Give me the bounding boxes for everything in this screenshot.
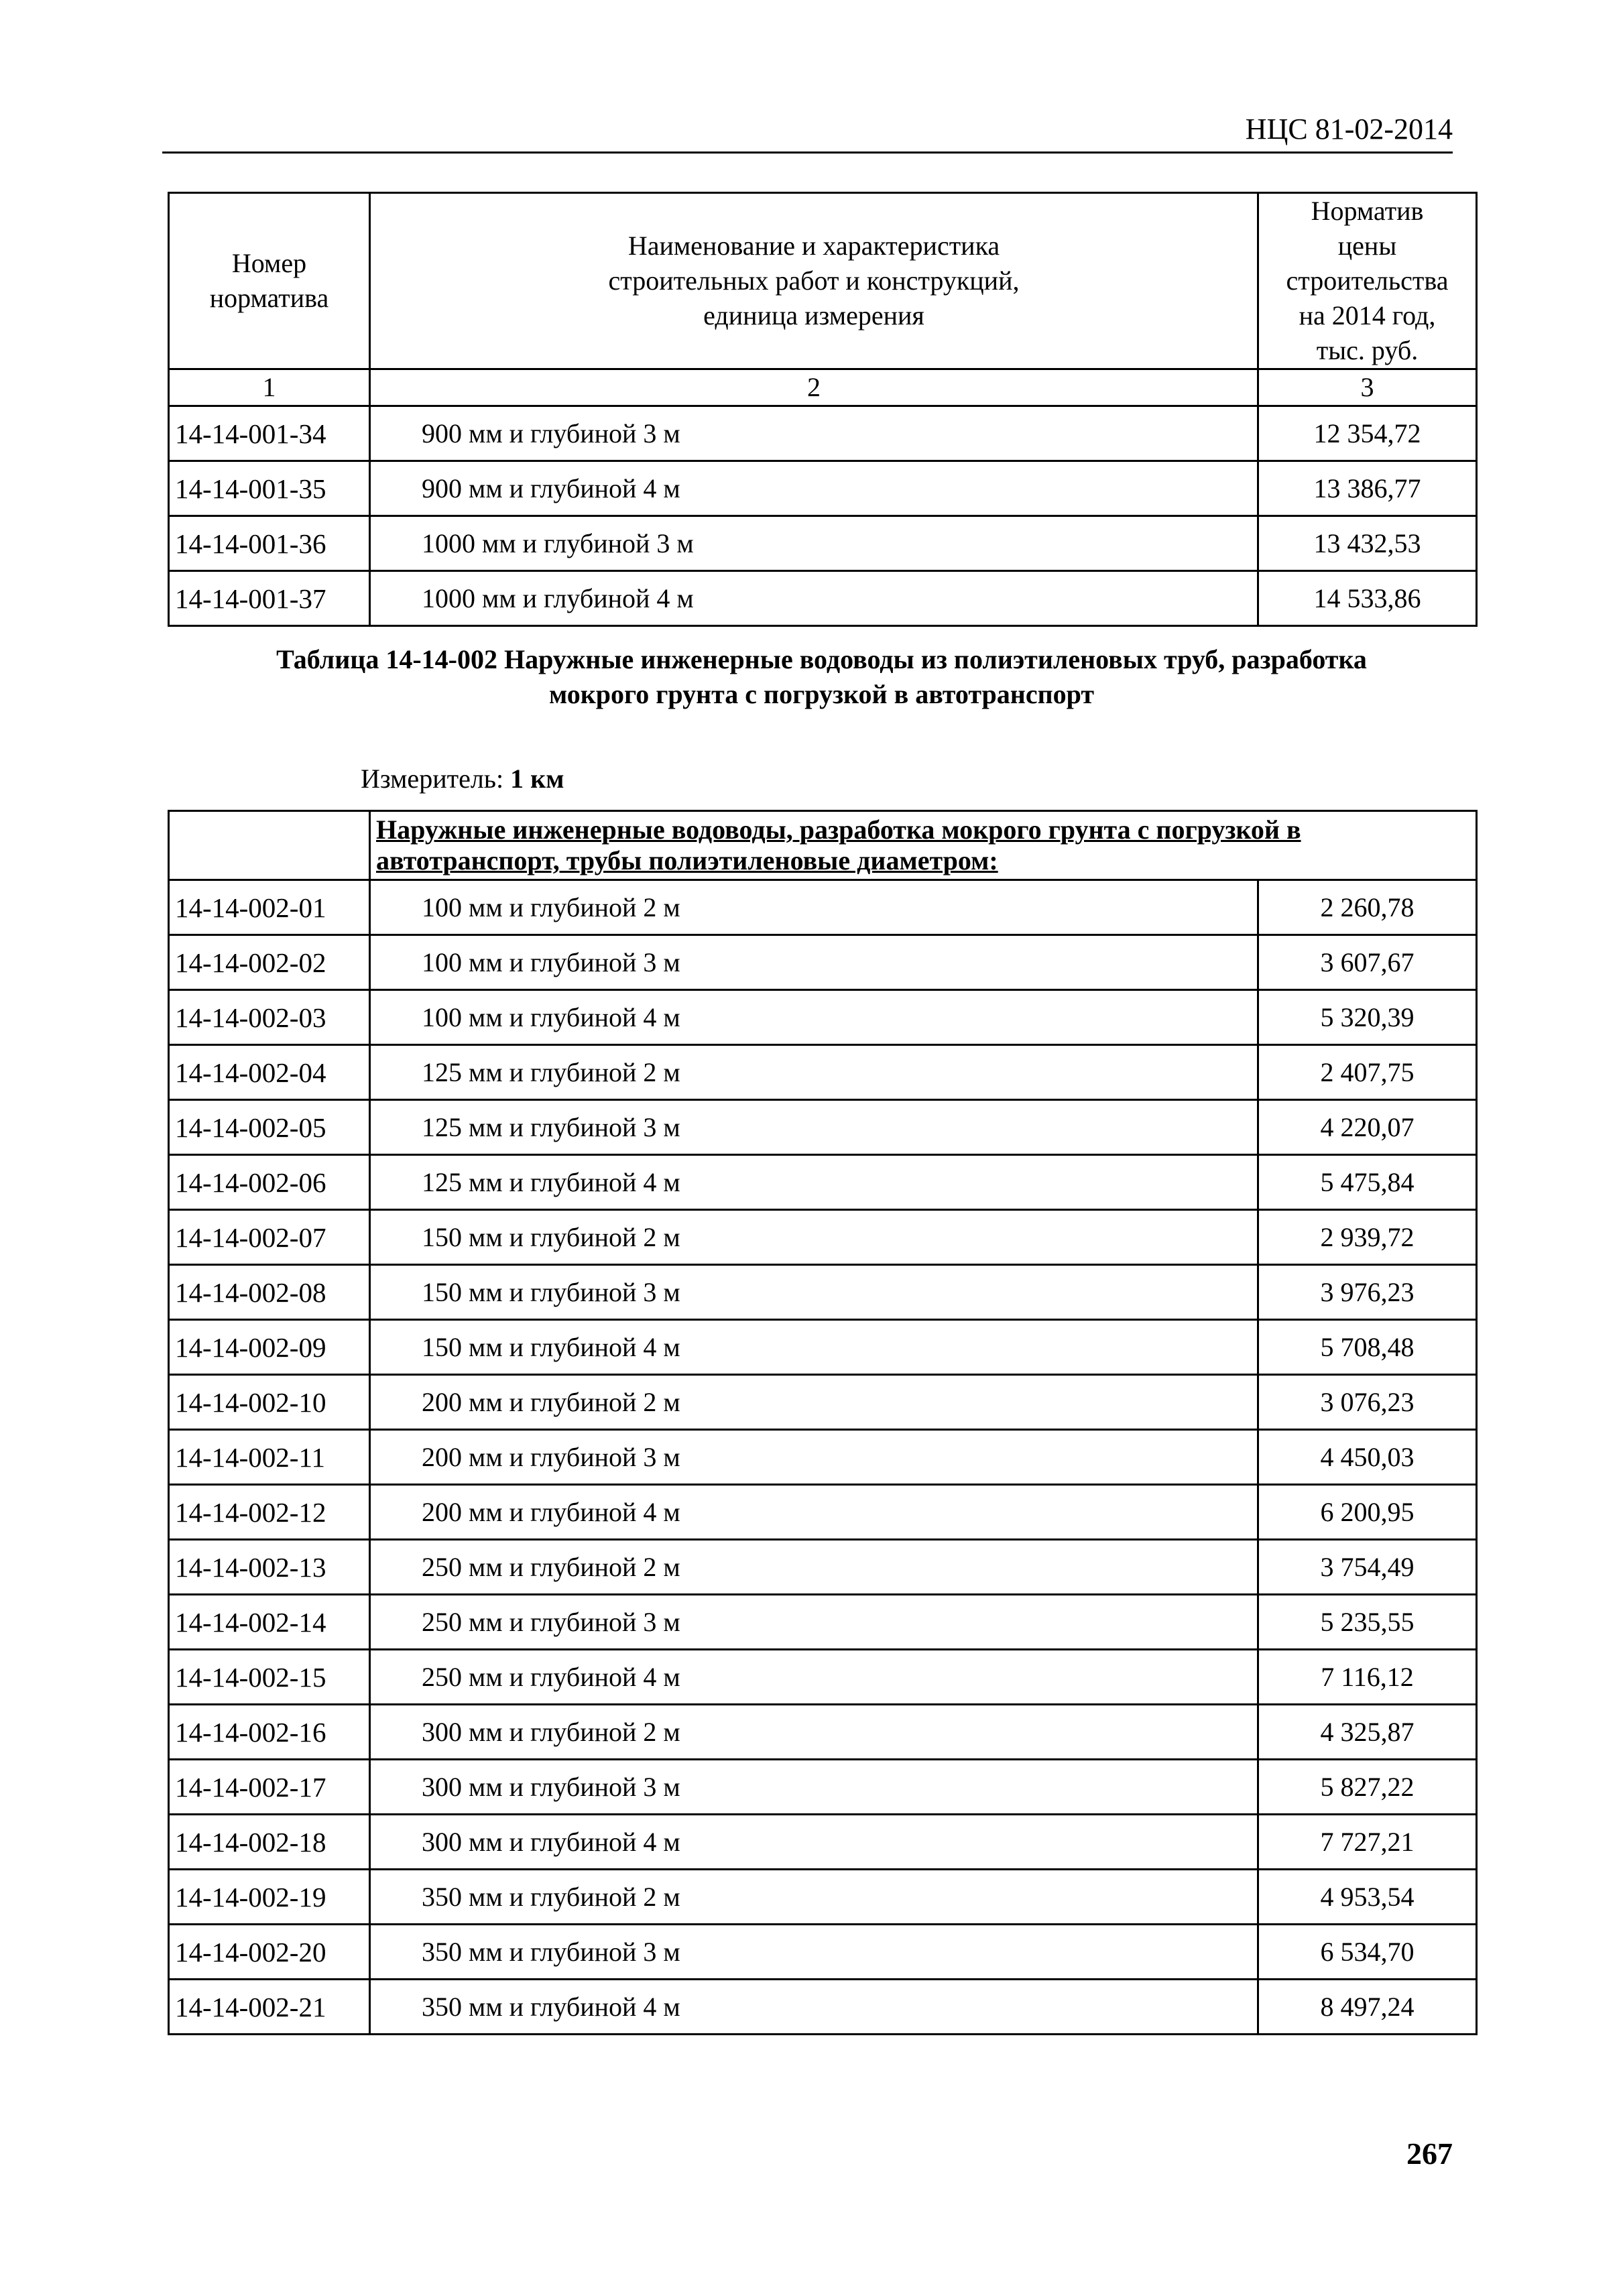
- norm-price: 3 607,67: [1258, 935, 1477, 990]
- table-row: [169, 1980, 1477, 2035]
- empty-code-cell: [169, 811, 370, 880]
- column-header-name: Наименование и характеристика строительных работ и конструкций, единица измерения: [370, 193, 1258, 369]
- work-name: 350 мм и глубиной 3 м: [370, 1925, 1258, 1980]
- norm-price: 2 939,72: [1258, 1210, 1477, 1265]
- column-number: 3: [1258, 369, 1477, 406]
- norm-price: 13 386,77: [1258, 461, 1477, 516]
- norm-code: 14-14-002-03: [169, 990, 370, 1045]
- work-name: 200 мм и глубиной 3 м: [370, 1430, 1258, 1485]
- table-row: [169, 1595, 1477, 1650]
- work-name: 150 мм и глубиной 4 м: [370, 1320, 1258, 1375]
- norm-code: 14-14-002-14: [169, 1595, 370, 1650]
- work-name: 300 мм и глубиной 4 м: [370, 1815, 1258, 1870]
- norm-code: 14-14-002-11: [169, 1430, 370, 1485]
- table-header-row: [169, 193, 1477, 369]
- norm-price: 12 354,72: [1258, 406, 1477, 461]
- norm-price: 5 708,48: [1258, 1320, 1477, 1375]
- norm-price: 7 727,21: [1258, 1815, 1477, 1870]
- work-name: 200 мм и глубиной 2 м: [370, 1375, 1258, 1430]
- group-title-row: [169, 811, 1477, 880]
- norm-code: 14-14-002-07: [169, 1210, 370, 1265]
- norm-price: 6 200,95: [1258, 1485, 1477, 1540]
- work-name: 125 мм и глубиной 4 м: [370, 1155, 1258, 1210]
- norm-code: 14-14-002-18: [169, 1815, 370, 1870]
- table-row: [169, 1870, 1477, 1925]
- table-row: [169, 1540, 1477, 1595]
- work-name: 200 мм и глубиной 4 м: [370, 1485, 1258, 1540]
- table-body: [169, 880, 1477, 2035]
- work-name: 1000 мм и глубиной 4 м: [370, 571, 1258, 626]
- norm-code: 14-14-002-04: [169, 1045, 370, 1100]
- norm-code: 14-14-002-16: [169, 1705, 370, 1760]
- table-row: [169, 406, 1477, 461]
- group-title: Наружные инженерные водоводы, разработка мокрого грунта с погрузкой в автотранспорт, трубы полиэтиленовые диаметром:: [370, 811, 1477, 880]
- running-head: [162, 110, 1453, 154]
- measure-label: Измеритель:: [361, 764, 504, 794]
- norm-code: 14-14-002-17: [169, 1760, 370, 1815]
- table-row: [169, 1430, 1477, 1485]
- table-row: [169, 990, 1477, 1045]
- table-row: [169, 516, 1477, 571]
- norm-code: 14-14-002-02: [169, 935, 370, 990]
- norm-price: 5 320,39: [1258, 990, 1477, 1045]
- norm-price: 14 533,86: [1258, 571, 1477, 626]
- table-row: [169, 1760, 1477, 1815]
- norm-code: 14-14-001-37: [169, 571, 370, 626]
- norm-code: 14-14-002-01: [169, 880, 370, 935]
- work-name: 250 мм и глубиной 3 м: [370, 1595, 1258, 1650]
- norm-price: 4 220,07: [1258, 1100, 1477, 1155]
- work-name: 150 мм и глубиной 3 м: [370, 1265, 1258, 1320]
- norm-code: 14-14-001-35: [169, 461, 370, 516]
- work-name: 900 мм и глубиной 4 м: [370, 461, 1258, 516]
- norm-code: 14-14-002-10: [169, 1375, 370, 1430]
- measure-unit: [361, 762, 564, 796]
- norm-price: 4 450,03: [1258, 1430, 1477, 1485]
- norm-price: 3 976,23: [1258, 1265, 1477, 1320]
- table-row: [169, 1100, 1477, 1155]
- norm-code: 14-14-002-06: [169, 1155, 370, 1210]
- table-row: [169, 1045, 1477, 1100]
- column-number: 1: [169, 369, 370, 406]
- norm-price: 5 475,84: [1258, 1155, 1477, 1210]
- norm-price: 5 827,22: [1258, 1760, 1477, 1815]
- page-number: 267: [1406, 2136, 1453, 2171]
- table-caption: Таблица 14-14-002 Наружные инженерные водоводы из полиэтиленовых труб, разработка мокрого грунта с погрузкой в автотранспорт: [276, 644, 1367, 709]
- work-name: 350 мм и глубиной 2 м: [370, 1870, 1258, 1925]
- table-row: [169, 880, 1477, 935]
- norm-price: 3 076,23: [1258, 1375, 1477, 1430]
- table-row: [169, 1485, 1477, 1540]
- norm-price: 4 953,54: [1258, 1870, 1477, 1925]
- table-row: [169, 1210, 1477, 1265]
- measure-value: 1 км: [510, 764, 564, 794]
- work-name: 150 мм и глубиной 2 м: [370, 1210, 1258, 1265]
- norm-price: 2 260,78: [1258, 880, 1477, 935]
- work-name: 350 мм и глубиной 4 м: [370, 1980, 1258, 2035]
- document-code: НЦС 81-02-2014: [1245, 113, 1453, 145]
- norm-code: 14-14-001-34: [169, 406, 370, 461]
- norm-code: 14-14-002-21: [169, 1980, 370, 2035]
- work-name: 300 мм и глубиной 2 м: [370, 1705, 1258, 1760]
- work-name: 100 мм и глубиной 4 м: [370, 990, 1258, 1045]
- norm-price: 6 534,70: [1258, 1925, 1477, 1980]
- norm-code: 14-14-002-19: [169, 1870, 370, 1925]
- norm-price: 2 407,75: [1258, 1045, 1477, 1100]
- norm-code: 14-14-001-36: [169, 516, 370, 571]
- norm-code: 14-14-002-15: [169, 1650, 370, 1705]
- norm-price: 3 754,49: [1258, 1540, 1477, 1595]
- norm-code: 14-14-002-20: [169, 1925, 370, 1980]
- norm-price: 5 235,55: [1258, 1595, 1477, 1650]
- table-row: [169, 1925, 1477, 1980]
- table-row: [169, 1815, 1477, 1870]
- table-row: [169, 1320, 1477, 1375]
- norm-price: 4 325,87: [1258, 1705, 1477, 1760]
- norm-code: 14-14-002-13: [169, 1540, 370, 1595]
- table-row: [169, 1650, 1477, 1705]
- table-row: [169, 935, 1477, 990]
- norm-code: 14-14-002-09: [169, 1320, 370, 1375]
- column-header-price: Норматив цены строительства на 2014 год, тыс. руб.: [1258, 193, 1477, 369]
- table-body: [169, 406, 1477, 626]
- work-name: 250 мм и глубиной 2 м: [370, 1540, 1258, 1595]
- work-name: 125 мм и глубиной 3 м: [370, 1100, 1258, 1155]
- norm-code: 14-14-002-08: [169, 1265, 370, 1320]
- table-row: [169, 571, 1477, 626]
- norm-price: 7 116,12: [1258, 1650, 1477, 1705]
- norm-code: 14-14-002-12: [169, 1485, 370, 1540]
- column-number: 2: [370, 369, 1258, 406]
- norm-price: 13 432,53: [1258, 516, 1477, 571]
- work-name: 1000 мм и глубиной 3 м: [370, 516, 1258, 571]
- table-row: [169, 1155, 1477, 1210]
- table-norms-14-14-001: [168, 192, 1478, 627]
- table-norms-14-14-002: [168, 810, 1478, 2035]
- table-row: [169, 461, 1477, 516]
- table-row: [169, 1265, 1477, 1320]
- work-name: 125 мм и глубиной 2 м: [370, 1045, 1258, 1100]
- work-name: 100 мм и глубиной 2 м: [370, 880, 1258, 935]
- table-row: [169, 1705, 1477, 1760]
- work-name: 100 мм и глубиной 3 м: [370, 935, 1258, 990]
- norm-price: 8 497,24: [1258, 1980, 1477, 2035]
- column-number-row: [169, 369, 1477, 406]
- work-name: 900 мм и глубиной 3 м: [370, 406, 1258, 461]
- column-header-code: Номер норматива: [169, 193, 370, 369]
- work-name: 300 мм и глубиной 3 м: [370, 1760, 1258, 1815]
- table-row: [169, 1375, 1477, 1430]
- norm-code: 14-14-002-05: [169, 1100, 370, 1155]
- work-name: 250 мм и глубиной 4 м: [370, 1650, 1258, 1705]
